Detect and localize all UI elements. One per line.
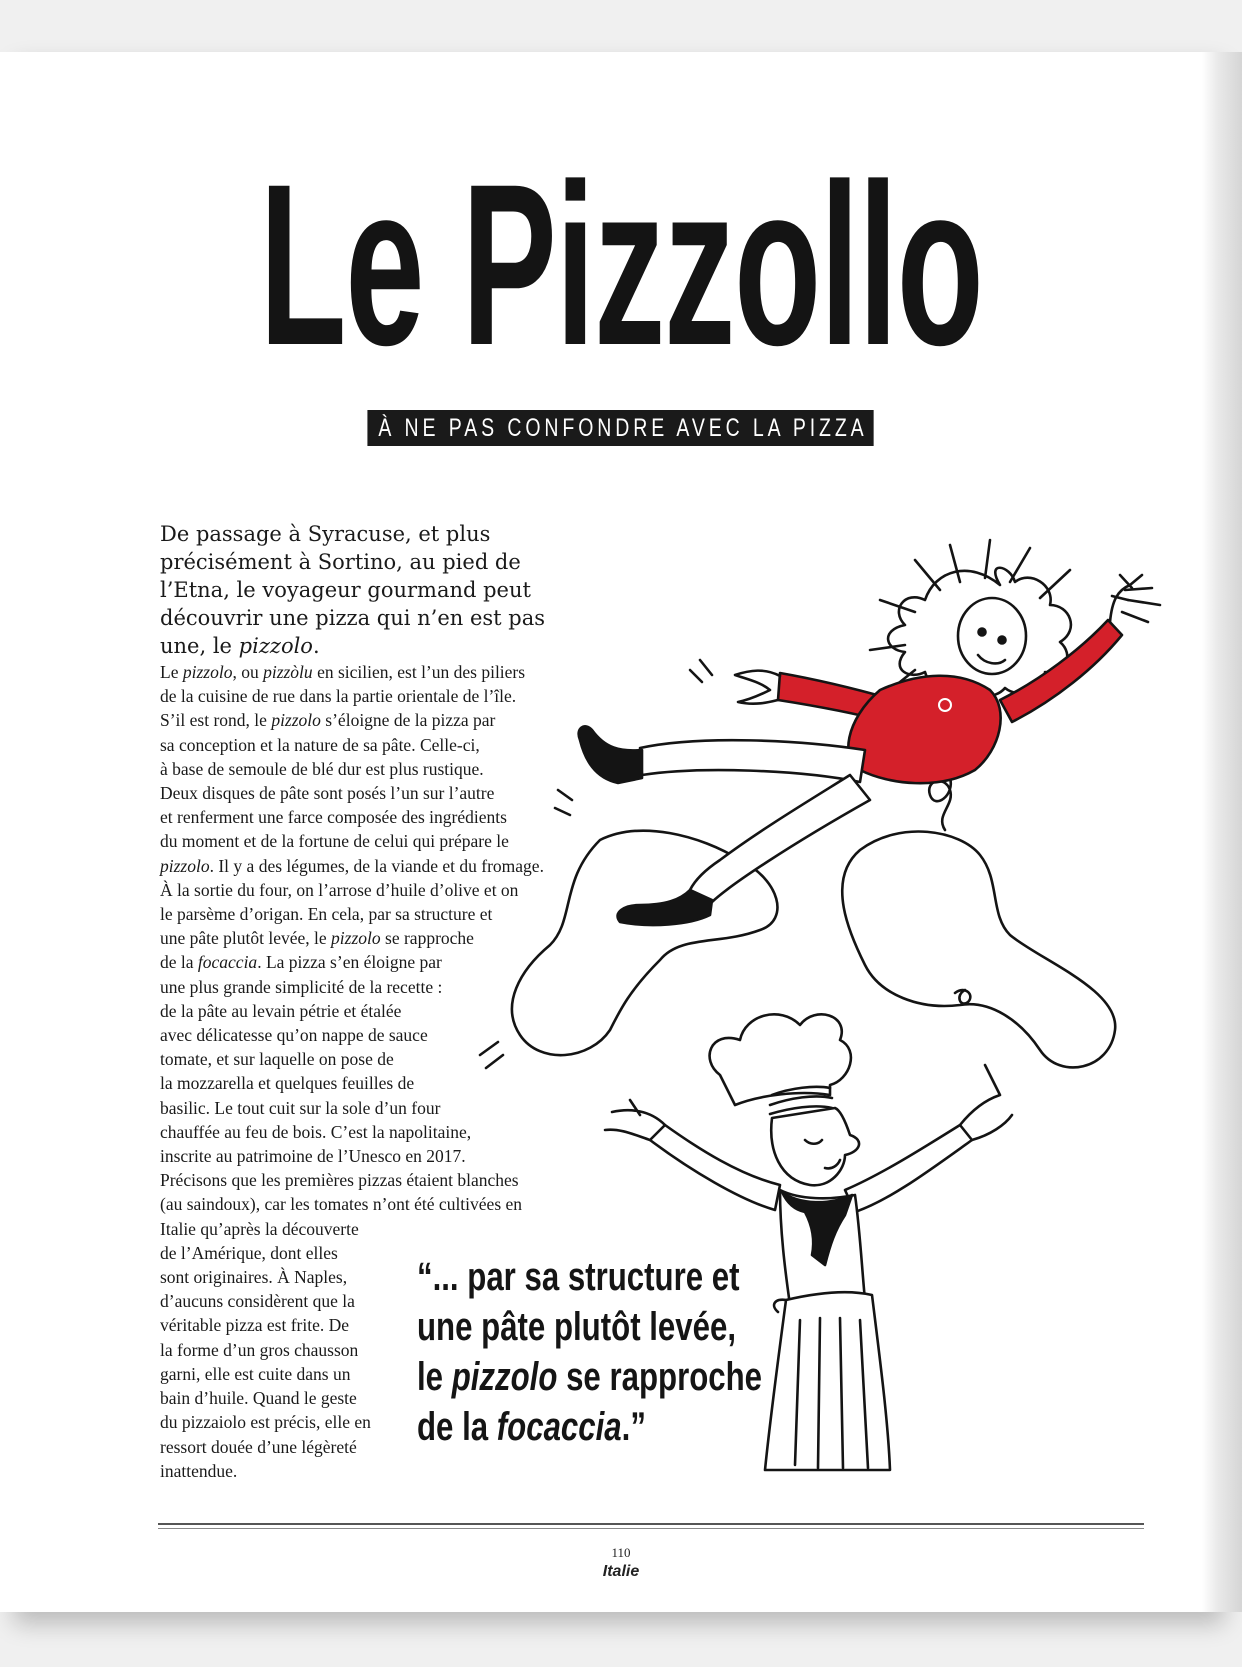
body-text: Deux disques de pâte sont posés l’un sur l’autre [160,783,495,804]
body-text: pizzolo [331,928,381,949]
quote-text: de la [417,1405,497,1449]
body-text: de l’Amérique, dont elles [160,1242,338,1263]
woman-boot-lower [618,890,712,925]
body-text: . Il y a des légumes, de la viande et du fromage. [209,855,544,876]
body-text: (au saindoux), car les tomates n’ont été cultivées en [160,1194,523,1215]
quote-text: .” [621,1405,646,1449]
body-text: de la [160,952,198,973]
quote-text: une pâte plutôt levée, [417,1305,736,1349]
body-text: chauffée au feu de bois. C’est la napolitaine, [160,1121,472,1142]
body-text: tomate, et sur laquelle on pose de [160,1049,394,1070]
body-text: pizzolo [271,710,321,731]
quote-text: pizzolo [451,1355,558,1399]
woman-leg-upper [640,740,865,782]
body-text: inscrite au patrimoine de l’Unesco en 2017. [160,1146,466,1167]
body-text: bain d’huile. Quand le geste [160,1388,357,1409]
body-text: en sicilien, est l’un des piliers [312,662,526,682]
body-text: pizzòlu [263,662,313,682]
chef-apron [765,1292,890,1470]
quote-text: se rapproche [557,1355,763,1399]
body-text: , ou [232,662,264,682]
section-name: Italie [602,1563,640,1580]
body-text: inattendue. [160,1460,238,1481]
body-text: le parsème d’origan. En cela, par sa structure et [160,904,493,925]
footer-rule [158,1523,1144,1525]
quote-text: “... par sa structure et [417,1255,740,1299]
body-text: à base de semoule de blé dur est plus rustique. [160,758,484,779]
body-text: se rapproche [380,928,474,949]
body-text: la forme d’un gros chausson [160,1339,359,1360]
body-text: S’il est rond, le [160,710,272,731]
intro-italic-term: pizzolo [238,634,313,658]
body-text: Italie qu’après la découverte [160,1218,359,1239]
pull-quote [417,1252,763,1452]
body-text: une pâte plutôt levée, le [160,928,332,949]
quote-line [417,1402,682,1452]
body-text: À la sortie du four, on l’arrose d’huile d’olive et on [160,879,519,900]
quote-line [417,1302,736,1352]
chef-arm-right [845,1125,972,1212]
subtitle: À NE PAS CONFONDRE AVEC LA PIZZA [368,410,874,446]
body-text: garni, elle est cuite dans un [160,1363,351,1384]
page-title: Le Pizzollo [259,136,983,393]
page-number: 110 [611,1545,631,1560]
body-text: de la cuisine de rue dans la partie orientale de l’île. [160,686,517,707]
body-text: s’éloigne de la pizza par [320,710,496,731]
body-text: pizzolo [160,855,210,876]
woman-boot-upper [579,726,642,783]
body-text: du pizzaiolo est précis, elle en [160,1412,371,1433]
footer-rule-thin [158,1528,1144,1529]
body-text: véritable pizza est frite. De [160,1315,349,1336]
body-text: d’aucuns considèrent que la [160,1291,355,1312]
intro-text: De passage à Syracuse, et plus précisément à Sortino, au pied de l’Etna, le voyageur gourmand peut découvrir une pizza qui n’en est pas une, le [160,522,546,658]
quote-line [417,1252,740,1302]
curl-small [955,990,970,1004]
body-text: sa conception et la nature de sa pâte. Celle-ci, [160,734,480,755]
body-text: sont originaires. À Naples, [160,1267,348,1288]
body-text: basilic. Le tout cuit sur la sole d’un four [160,1097,441,1118]
dough-right [842,831,1115,1067]
curl-swirl [929,778,951,830]
body-text: avec délicatesse qu’on nappe de sauce [160,1025,428,1046]
body-text: et renferment une farce composée des ingrédients [160,807,507,828]
woman-hand-left [735,671,780,704]
chef-face [771,1108,859,1185]
body-text: du moment et de la fortune de celui qui prépare le [160,831,509,852]
quote-line [417,1352,763,1402]
body-text: Précisons que les premières pizzas étaient blanches [160,1170,519,1191]
intro-end: . [312,634,320,658]
body-text: la mozzarella et quelques feuilles de [160,1073,415,1094]
quote-text: focaccia [496,1405,622,1449]
chef-hand-right [960,1065,1012,1140]
body-text: focaccia [197,952,258,973]
chef-arm-left [650,1125,780,1210]
body-text: pizzolo [182,662,233,682]
body-text: . La pizza s’en éloigne par [257,952,442,973]
body-text: ressort douée d’une légèreté [160,1436,357,1457]
body-text: une plus grande simplicité de la recette : [160,976,443,997]
body-text: Le [160,662,183,682]
quote-text: le [417,1355,452,1399]
woman-sweater [848,676,1000,783]
body-text: de la pâte au levain pétrie et étalée [160,1000,402,1021]
